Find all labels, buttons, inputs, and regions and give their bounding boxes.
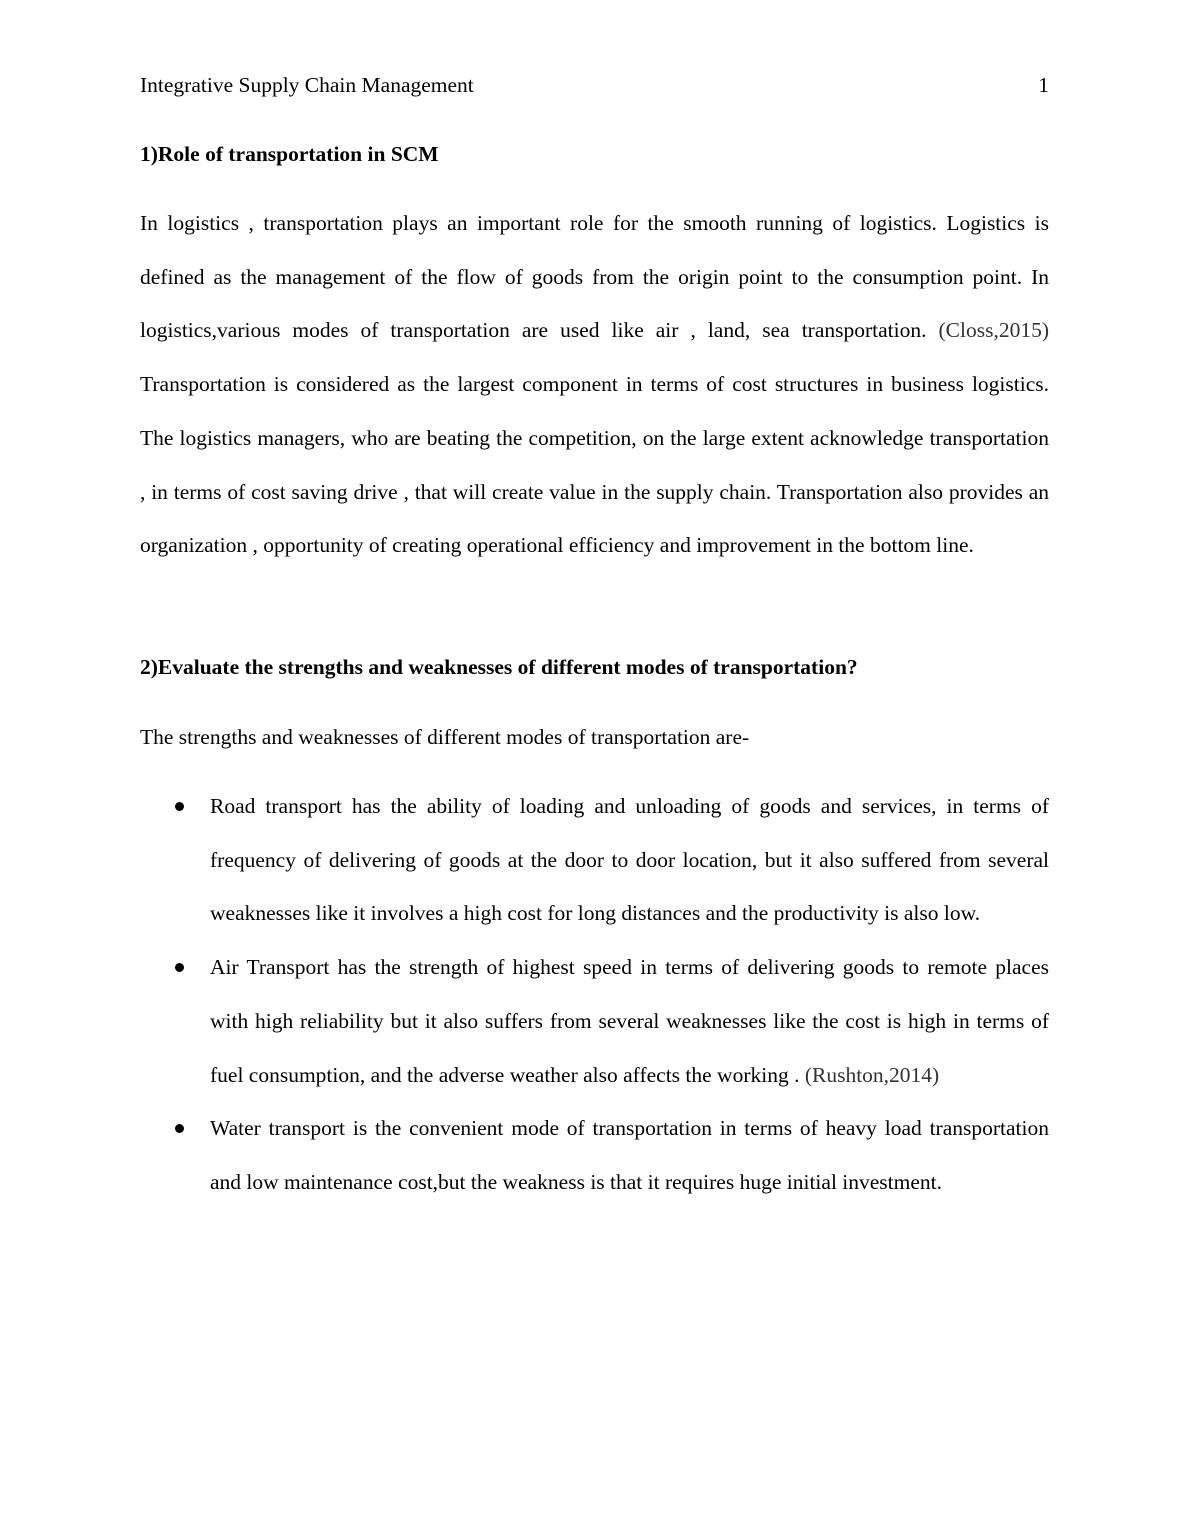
- air-transport-text: Air Transport has the strength of highest speed in terms of delivering goods to remote places with high reliability but it also suffers from several weaknesses like the cost is high in terms of fuel consumption, and the adverse weather also affects the working .: [210, 955, 1049, 1087]
- bullet-icon: [175, 802, 184, 811]
- list-item: [140, 1102, 1049, 1209]
- running-header: [140, 70, 1049, 100]
- citation-rushton: (Rushton,2014): [804, 1062, 940, 1087]
- section-2-intro: The strengths and weaknesses of different modes of transportation are-: [140, 725, 750, 749]
- road-transport-text: Road transport has the ability of loading and unloading of goods and services, in terms of frequency of delivering of goods at the door to door location, but it also suffered from several weaknesses like it involves a high cost for long distances and the productivity is also low.: [210, 794, 1049, 926]
- list-item: [140, 941, 1049, 1102]
- water-transport-text: Water transport is the convenient mode of transportation in terms of heavy load transportation and low maintenance cost,but the weakness is that it requires huge initial investment.: [210, 1116, 1049, 1194]
- bullet-icon: [175, 1124, 184, 1133]
- transport-modes-list: [140, 780, 1049, 1210]
- citation-closs: (Closs,2015): [938, 318, 1049, 343]
- section-1-heading: 1)Role of transportation in SCM: [140, 142, 439, 166]
- list-item: [140, 780, 1049, 941]
- page-number: 1: [1038, 73, 1049, 97]
- header-title: Integrative Supply Chain Management: [140, 73, 474, 97]
- section-1-paragraph: [140, 197, 1049, 573]
- section-2-heading: 2)Evaluate the strengths and weaknesses of different modes of transportation?: [140, 655, 858, 679]
- section-1-text-part1: In logistics , transportation plays an important role for the smooth running of logistics. Logistics is defined as the management of the flow of goods from the origin point to the consumption point. In logistics,various modes of transportation are used like air , land, sea transportation.: [140, 211, 1049, 343]
- section-1-text-part2: Transportation is considered as the largest component in terms of cost structures in business logistics. The logistics managers, who are beating the competition, on the large extent acknowledge transportation , in terms of cost saving drive , that will create value in the supply chain. Transportation also provides an organization , opportunity of creating operational efficiency and improvement in the bottom line.: [140, 372, 1049, 558]
- bullet-icon: [175, 963, 184, 972]
